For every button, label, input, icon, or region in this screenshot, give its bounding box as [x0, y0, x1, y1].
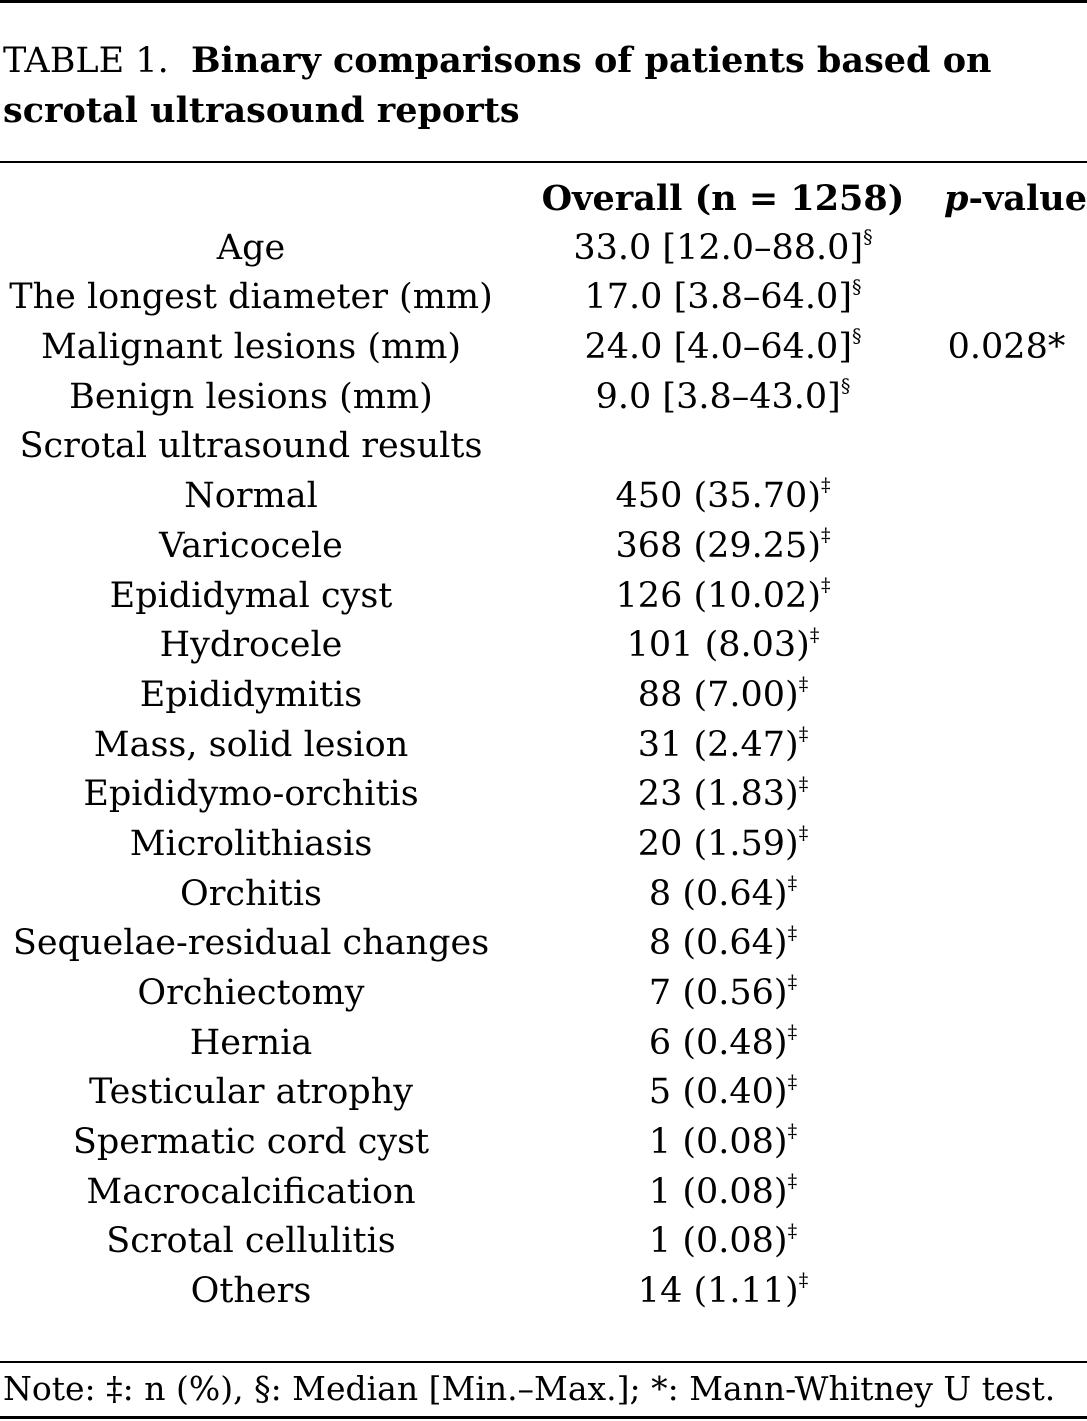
row-label: Malignant lesions (mm) — [40, 327, 462, 368]
row-overall-cell — [527, 472, 919, 522]
row-overall-cell — [527, 621, 919, 671]
row-footnote-mark: ‡ — [798, 822, 809, 845]
table-row — [0, 919, 1087, 969]
header-p-italic: p — [943, 178, 969, 219]
row-label: Orchiectomy — [137, 973, 365, 1013]
row-overall-value: 8 (0.64) — [648, 873, 788, 914]
header-col-pvalue — [926, 174, 1087, 224]
row-overall-value: 20 (1.59) — [637, 823, 799, 864]
row-label: Epididymo-orchitis — [83, 774, 419, 815]
table-row — [0, 273, 1087, 323]
table-row — [0, 671, 1087, 721]
row-footnote-mark: ‡ — [820, 474, 831, 497]
row-footnote-mark: ‡ — [798, 673, 809, 696]
row-overall-cell — [527, 323, 919, 373]
row-overall-cell — [527, 721, 919, 771]
row-footnote-mark: ‡ — [787, 1170, 798, 1193]
row-pvalue: 0.028* — [947, 327, 1066, 368]
row-overall-cell — [527, 919, 919, 969]
table-body — [0, 224, 1087, 1317]
table-row — [0, 1068, 1087, 1118]
row-overall-value: 88 (7.00) — [637, 674, 799, 715]
row-overall-value: 8 (0.64) — [648, 923, 788, 964]
row-overall-value: 1 (0.08) — [648, 1171, 788, 1212]
row-overall-cell — [527, 969, 919, 1019]
row-footnote-mark: ‡ — [787, 871, 798, 894]
row-overall-value: 7 (0.56) — [648, 973, 788, 1013]
table-row — [0, 969, 1087, 1019]
header-p-rest: -value — [968, 178, 1087, 219]
row-overall-cell — [527, 1118, 919, 1168]
table-note: Note: ‡: n (%), §: Median [Min.–Max.]; *: Mann-Whitney U test. — [3, 1369, 1056, 1408]
row-label: Scrotal cellulitis — [106, 1221, 396, 1262]
row-label: Microlithiasis — [129, 823, 373, 864]
table-row — [0, 522, 1087, 572]
row-overall-cell — [527, 1068, 919, 1118]
row-overall-cell — [527, 1168, 919, 1218]
row-overall-cell — [527, 273, 919, 323]
table-row — [0, 1019, 1087, 1069]
row-footnote-mark: ‡ — [809, 623, 820, 646]
row-footnote-mark: ‡ — [787, 971, 798, 994]
row-overall-value: 31 (2.47) — [637, 724, 799, 765]
table-row — [0, 422, 1087, 472]
row-overall-cell — [527, 572, 919, 622]
caption-title: Binary comparisons of patients based on scrotal ultrasound reports — [3, 40, 992, 131]
table-row — [0, 721, 1087, 771]
row-overall-cell — [527, 820, 919, 870]
table-row — [0, 1118, 1087, 1168]
row-overall-cell — [527, 1267, 919, 1317]
row-label: Macrocalcification — [86, 1171, 416, 1212]
table-row — [0, 373, 1087, 423]
bottom-rule — [0, 1416, 1087, 1419]
row-overall-cell — [527, 870, 919, 920]
row-label: The longest diameter (mm) — [9, 277, 493, 318]
top-rule — [0, 0, 1087, 3]
header-col-overall: Overall (n = 1258) — [541, 178, 905, 219]
row-label: Hernia — [189, 1022, 313, 1063]
row-label: Varicocele — [159, 525, 343, 566]
row-footnote-mark: § — [840, 375, 851, 398]
row-label: Sequelae-residual changes — [12, 923, 490, 964]
row-overall-value: 450 (35.70) — [615, 476, 821, 517]
row-overall-cell — [527, 1019, 919, 1069]
row-footnote-mark: § — [851, 275, 862, 298]
row-label: Spermatic cord cyst — [72, 1122, 430, 1163]
row-footnote-mark: § — [863, 226, 873, 249]
table-row — [0, 820, 1087, 870]
row-label: Orchitis — [180, 873, 322, 914]
row-footnote-mark: ‡ — [787, 1219, 798, 1242]
row-footnote-mark: ‡ — [787, 1021, 798, 1044]
row-label: Testicular atrophy — [88, 1072, 414, 1113]
row-overall-value: 368 (29.25) — [615, 525, 821, 566]
row-footnote-mark: ‡ — [798, 772, 809, 795]
header-rule — [0, 161, 1087, 163]
footer-rule — [0, 1361, 1087, 1363]
row-footnote-mark: ‡ — [787, 1070, 798, 1093]
row-overall-value: 5 (0.40) — [648, 1072, 788, 1113]
table-caption — [3, 36, 1087, 136]
table-row — [0, 621, 1087, 671]
row-footnote-mark: ‡ — [798, 722, 809, 745]
table-row — [0, 770, 1087, 820]
caption-label: TABLE 1. — [3, 41, 169, 81]
row-overall-value: 17.0 [3.8–64.0] — [584, 277, 852, 318]
row-footnote-mark: ‡ — [798, 1269, 809, 1292]
row-footnote-mark: § — [851, 325, 862, 348]
row-footnote-mark: ‡ — [787, 1120, 798, 1143]
row-label: Age — [216, 227, 286, 268]
row-label: Hydrocele — [159, 625, 343, 666]
row-overall-cell — [527, 770, 919, 820]
table-row — [0, 1168, 1087, 1218]
table-row — [0, 572, 1087, 622]
row-label: Normal — [184, 476, 318, 517]
row-overall-cell — [527, 373, 919, 423]
row-overall-value: 1 (0.08) — [648, 1221, 788, 1262]
row-label: Benign lesions (mm) — [69, 376, 433, 417]
row-overall-value: 24.0 [4.0–64.0] — [584, 327, 852, 368]
table-header-row — [0, 174, 1087, 224]
table-row — [0, 224, 1087, 274]
row-overall-cell — [527, 1217, 919, 1267]
table-row — [0, 870, 1087, 920]
row-overall-value: 126 (10.02) — [615, 575, 821, 616]
row-overall-value: 9.0 [3.8–43.0] — [595, 376, 841, 417]
table-row — [0, 1217, 1087, 1267]
row-label: Others — [190, 1271, 312, 1312]
table-row — [0, 323, 1087, 373]
row-label: Epididymitis — [139, 674, 363, 715]
table-row — [0, 472, 1087, 522]
row-overall-value: 101 (8.03) — [626, 625, 810, 666]
row-overall-value: 1 (0.08) — [648, 1122, 788, 1163]
row-overall-value: 33.0 [12.0–88.0] — [573, 227, 864, 268]
table-row — [0, 1267, 1087, 1317]
row-overall-cell — [527, 522, 919, 572]
row-footnote-mark: ‡ — [787, 921, 798, 944]
row-label: Epididymal cyst — [109, 575, 393, 616]
row-overall-value: 6 (0.48) — [648, 1022, 788, 1063]
row-overall-cell — [527, 224, 919, 274]
row-label: Scrotal ultrasound results — [19, 426, 483, 467]
row-overall-cell — [527, 671, 919, 721]
results-table — [0, 174, 1087, 1317]
row-label: Mass, solid lesion — [93, 724, 409, 765]
row-overall-value: 23 (1.83) — [637, 774, 799, 815]
row-footnote-mark: ‡ — [820, 573, 831, 596]
row-overall-value: 14 (1.11) — [637, 1271, 799, 1312]
row-footnote-mark: ‡ — [820, 524, 831, 547]
